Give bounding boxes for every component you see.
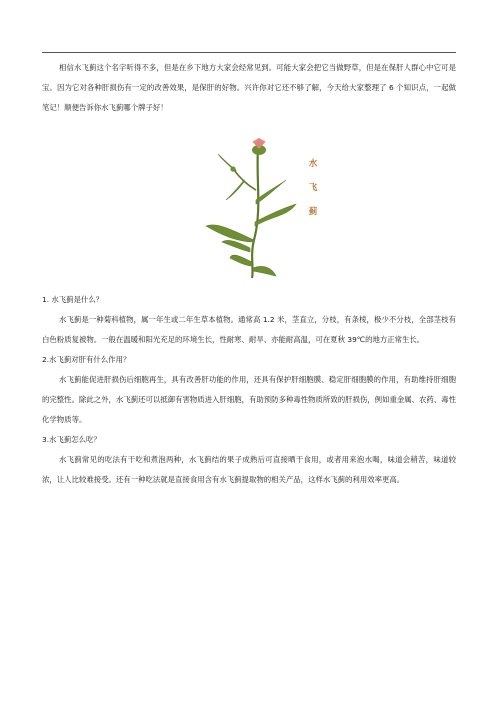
plant-leaf: [255, 204, 296, 226]
section-paragraph: 水飞蓟能促进肝损伤后细胞再生，具有改善肝功能的作用，还具有保护肝细胞膜、稳定肝细胞膜的作用，有助维持肝细胞的完整性。除此之外，水飞蓟还可以抵御有害物质进入肝细胞，有助预防多种毒性物质所致的肝损伤，例如重金属、农药、毒性化学物质等。: [42, 375, 456, 424]
label-char: 蓟: [308, 207, 318, 217]
section-1: [42, 290, 456, 350]
section-2: [42, 350, 456, 430]
plant-leaf: [253, 266, 276, 276]
section-heading: 1. 水飞蓟是什么？: [42, 295, 104, 304]
section-3: [42, 430, 456, 490]
figure: [42, 130, 456, 280]
section-paragraph: 水飞蓟常见的吃法有干吃和煮泡两种，水飞蓟结的果子成熟后可直接晒干食用，或者用来泡水喝，味道会稍苦，味道较浓，让人比较难接受。还有一种吃法就是直接食用含有水飞蓟提取物的相关产品，这样水飞蓟的利用效率更高。: [42, 455, 456, 484]
header-rule: [42, 52, 456, 53]
plant-stem: [252, 148, 258, 278]
label-char: 水: [308, 159, 318, 169]
article-body: [42, 58, 456, 490]
plant-leaf: [256, 180, 286, 204]
flower-bud: [230, 166, 235, 171]
plant-branch: [234, 170, 256, 190]
intro-paragraph: 相信水飞蓟这个名字听得不多，但是在乡下地方大家会经常见到。可能大家会把它当做野草，但是在保肝人群心中它可是宝。因为它对各种肝损伤有一定的改善效果，是保肝的好物。兴许你对它还不够了解，今天给大家整理了 6 个知识点，一起做笔记！顺便告诉你水飞蓟哪个牌子好！: [42, 63, 456, 112]
label-char: 飞: [308, 183, 318, 193]
section-paragraph: 水飞蓟是一种菊科植物，属一年生或二年生草本植物。通常高 1.2 米，茎直立，分枝，有条棱，极少不分枝，全部茎枝有白色粉质复被物。一般在温暖和阳光充足的环境生长，性耐寒、耐旱、亦能耐高温，可在夏秋 39℃的地方正常生长。: [42, 315, 456, 344]
plant-leaf: [206, 225, 254, 242]
milk-thistle-illustration: [192, 130, 312, 280]
section-heading: 2.水飞蓟对肝有什么作用？: [42, 355, 131, 364]
section-heading: 3.水飞蓟怎么吃？: [42, 435, 101, 444]
plant-leaf: [226, 180, 244, 200]
plant-leaf: [230, 255, 252, 266]
plant-leaf: [222, 240, 250, 252]
figure-vertical-label: [307, 152, 319, 224]
